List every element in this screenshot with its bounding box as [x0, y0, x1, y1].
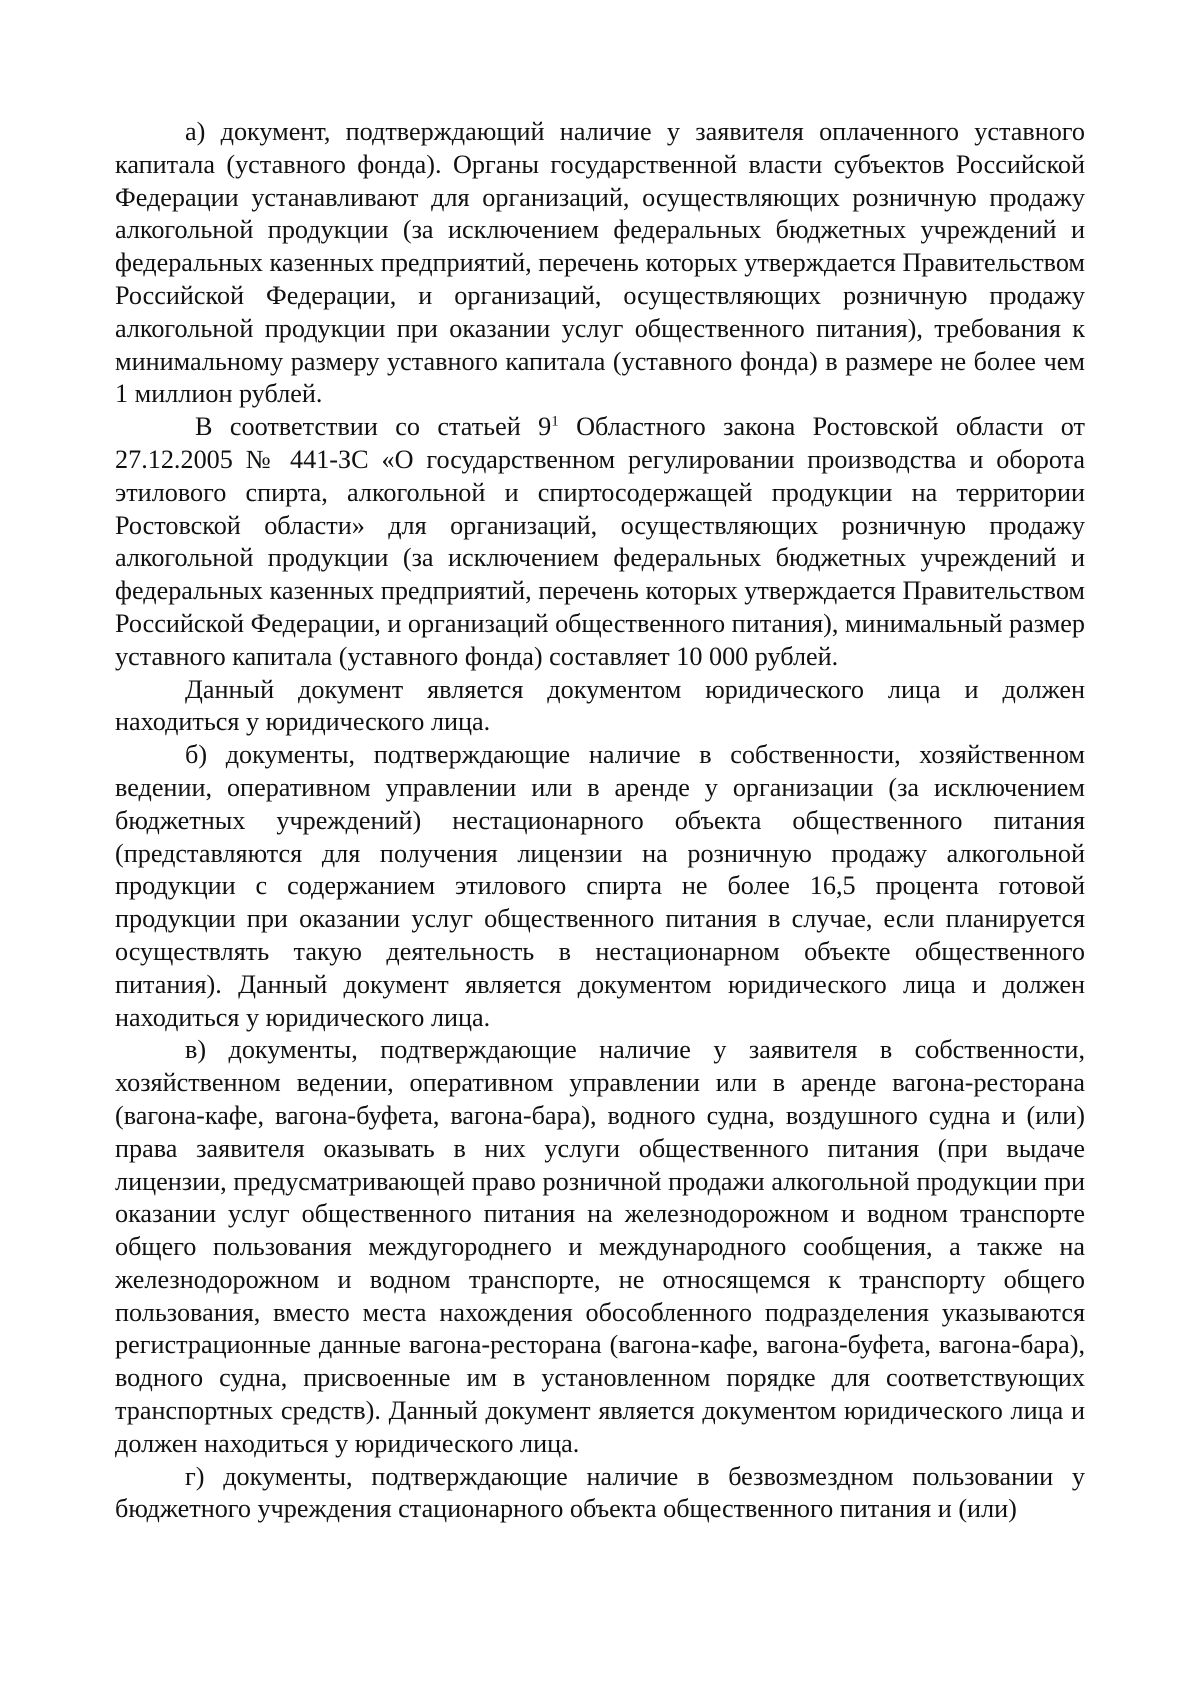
- paragraph-regional-law-rest: Областного закона Ростовской области от 27.12.2005 № 441-ЗС «О государственном регулировании производства и оборота этилового спирта, алкогольной и спиртосодержащей продукции на территории Ростовской области» для организаций, осуществляющих розничную продажу алкогольной продукции (за исключением федеральных бюджетных учреждений и федеральных казенных предприятий, перечень которых утверждается Правительством Российской Федерации, и организаций общественного питания), минимальный размер уставного капитала (уставного фонда) составляет 10 000 рублей.: [115, 412, 1086, 671]
- paragraph-document-note: Данный документ является документом юридического лица и должен находиться у юридического лица.: [115, 674, 1085, 737]
- document-body: [115, 116, 1085, 1526]
- paragraph-v: в) документы, подтверждающие наличие у заявителя в собственности, хозяйственном ведении, оперативном управлении или в аренде вагона-ресторана (вагона-кафе, вагона-буфета, вагона-бара), водного судна, воздушного судна и (или) права заявителя оказывать в них услуги общественного питания (при выдаче лицензии, предусматривающей право розничной продажи алкогольной продукции при оказании услуг общественного питания на железнодорожном и водном транспорте общего пользования междугороднего и международного сообщения, а также на железнодорожном и водном транспорте, не относящемся к транспорту общего пользования, вместо места нахождения обособленного подразделения указываются регистрационные данные вагона-ресторана (вагона-кафе, вагона-буфета, вагона-бара), водного судна, присвоенные им в установленном порядке для соответствующих транспортных средств). Данный документ является документом юридического лица и должен находиться у юридического лица.: [115, 1035, 1085, 1458]
- article-superscript: 1: [551, 413, 559, 430]
- paragraph-a: а) документ, подтверждающий наличие у заявителя оплаченного уставного капитала (уставного фонда). Органы государственной власти субъектов Российской Федерации устанавливают для организаций, осуществляющих розничную продажу алкогольной продукции (за исключением федеральных бюджетных учреждений и федеральных казенных предприятий, перечень которых утверждается Правительством Российской Федерации, и организаций, осуществляющих розничную продажу алкогольной продукции при оказании услуг общественного питания), требования к минимальному размеру уставного капитала (уставного фонда) в размере не более чем 1 миллион рублей.: [115, 117, 1085, 409]
- paragraph-b: б) документы, подтверждающие наличие в собственности, хозяйственном ведении, оперативном управлении или в аренде у организации (за исключением бюджетных учреждений) нестационарного объекта общественного питания (представляются для получения лицензии на розничную продажу алкогольной продукции с содержанием этилового спирта не более 16,5 процента готовой продукции при оказании услуг общественного питания в случае, если планируется осуществлять такую деятельность в нестационарном объекте общественного питания). Данный документ является документом юридического лица и должен находиться у юридического лица.: [115, 740, 1085, 1032]
- paragraph-regional-law: [115, 411, 1085, 673]
- paragraph-g: г) документы, подтверждающие наличие в безвозмездном пользовании у бюджетного учреждения стационарного объекта общественного питания и (или): [115, 1461, 1085, 1524]
- paragraph-regional-law-start: В соответствии со статьей 9: [195, 412, 552, 442]
